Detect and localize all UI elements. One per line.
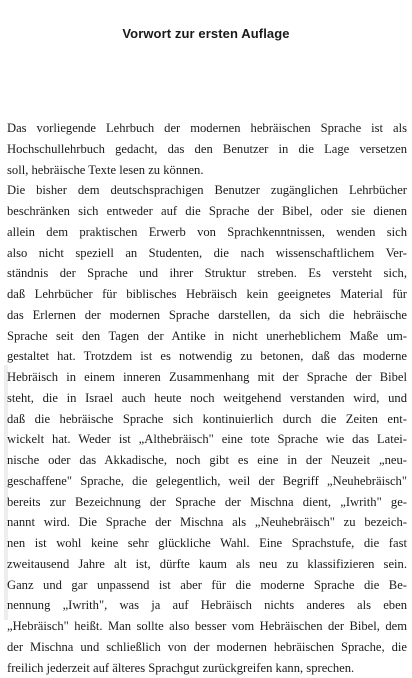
text-line: freilich jederzeit auf älteres Sprachgut zurückgreifen kann, sprechen. xyxy=(7,658,407,678)
text-line: Ganz und gar unpassend ist aber für die moderne Sprache die Be- xyxy=(7,575,407,596)
text-line: daß die hebräische Sprache sich kontinuierlich durch die Zeiten ent- xyxy=(7,409,407,430)
text-line: steht, die in Israel auch heute noch weitgehend verstanden wird, und xyxy=(7,388,407,409)
text-line: Sprache seit den Tagen der Antike in nicht unerheblichem Maße um- xyxy=(7,326,407,347)
text-line: ständnis der Sprache und ihrer Struktur streben. Es versteht sich, xyxy=(7,263,407,284)
text-line: „Hebräisch" heißt. Man sollte also besser vom Hebräischen der Bibel, dem xyxy=(7,616,407,637)
text-line: wickelt hat. Weder ist „Althebräisch" eine tote Sprache wie das Latei- xyxy=(7,429,407,450)
text-line: daß Lehrbücher für biblisches Hebräisch kein geeignetes Material für xyxy=(7,284,407,305)
text-line: der Mischna und schließlich von der modernen hebräischen Sprache, die xyxy=(7,637,407,658)
text-line: nannt wird. Die Sprache der Mischna als „Neuhebräisch" zu bezeich- xyxy=(7,512,407,533)
text-line: bereits zur Bezeichnung der Sprache der Mischna dient, „Iwrith" ge- xyxy=(7,492,407,513)
text-line: Die bisher dem deutschsprachigen Benutzer zugänglichen Lehrbücher xyxy=(7,180,407,201)
text-line: Das vorliegende Lehrbuch der modernen hebräischen Sprache ist als xyxy=(7,118,407,139)
text-line: beschränken sich entweder auf die Sprache der Bibel, oder sie dienen xyxy=(7,201,407,222)
body-paragraph xyxy=(7,118,407,678)
text-line: geschaffene" Sprache, die gelegentlich, weil der Begriff „Neuhebräisch" xyxy=(7,471,407,492)
text-line: zweitausend Jahre alt ist, dürfte kaum als neu zu klassifizieren sein. xyxy=(7,554,407,575)
text-line: nen ist wohl keine sehr glückliche Wahl. Eine Sprachstufe, die fast xyxy=(7,533,407,554)
text-line: nische oder das Akkadische, noch gibt es eine in der Neuzeit „neu- xyxy=(7,450,407,471)
text-line: nennung „Iwrith", was ja auf Hebräisch nichts anderes als eben xyxy=(7,595,407,616)
text-line: gestaltet hat. Trotzdem ist es notwendig zu betonen, daß das moderne xyxy=(7,346,407,367)
text-line: also nicht speziell an Studenten, die nach wissenschaftlichem Ver- xyxy=(7,243,407,264)
text-line: Hebräisch in einem inneren Zusammenhang mit der Sprache der Bibel xyxy=(7,367,407,388)
text-line: das Erlernen der modernen Sprache darstellen, da sich die hebräische xyxy=(7,305,407,326)
text-line: soll, hebräische Texte lesen zu können. xyxy=(7,160,407,181)
text-line: allein dem praktischen Erwerb von Sprachkenntnissen, wenden sich xyxy=(7,222,407,243)
text-line: Hochschullehrbuch gedacht, das den Benutzer in die Lage versetzen xyxy=(7,139,407,160)
page-title: Vorwort zur ersten Auflage xyxy=(0,26,412,41)
